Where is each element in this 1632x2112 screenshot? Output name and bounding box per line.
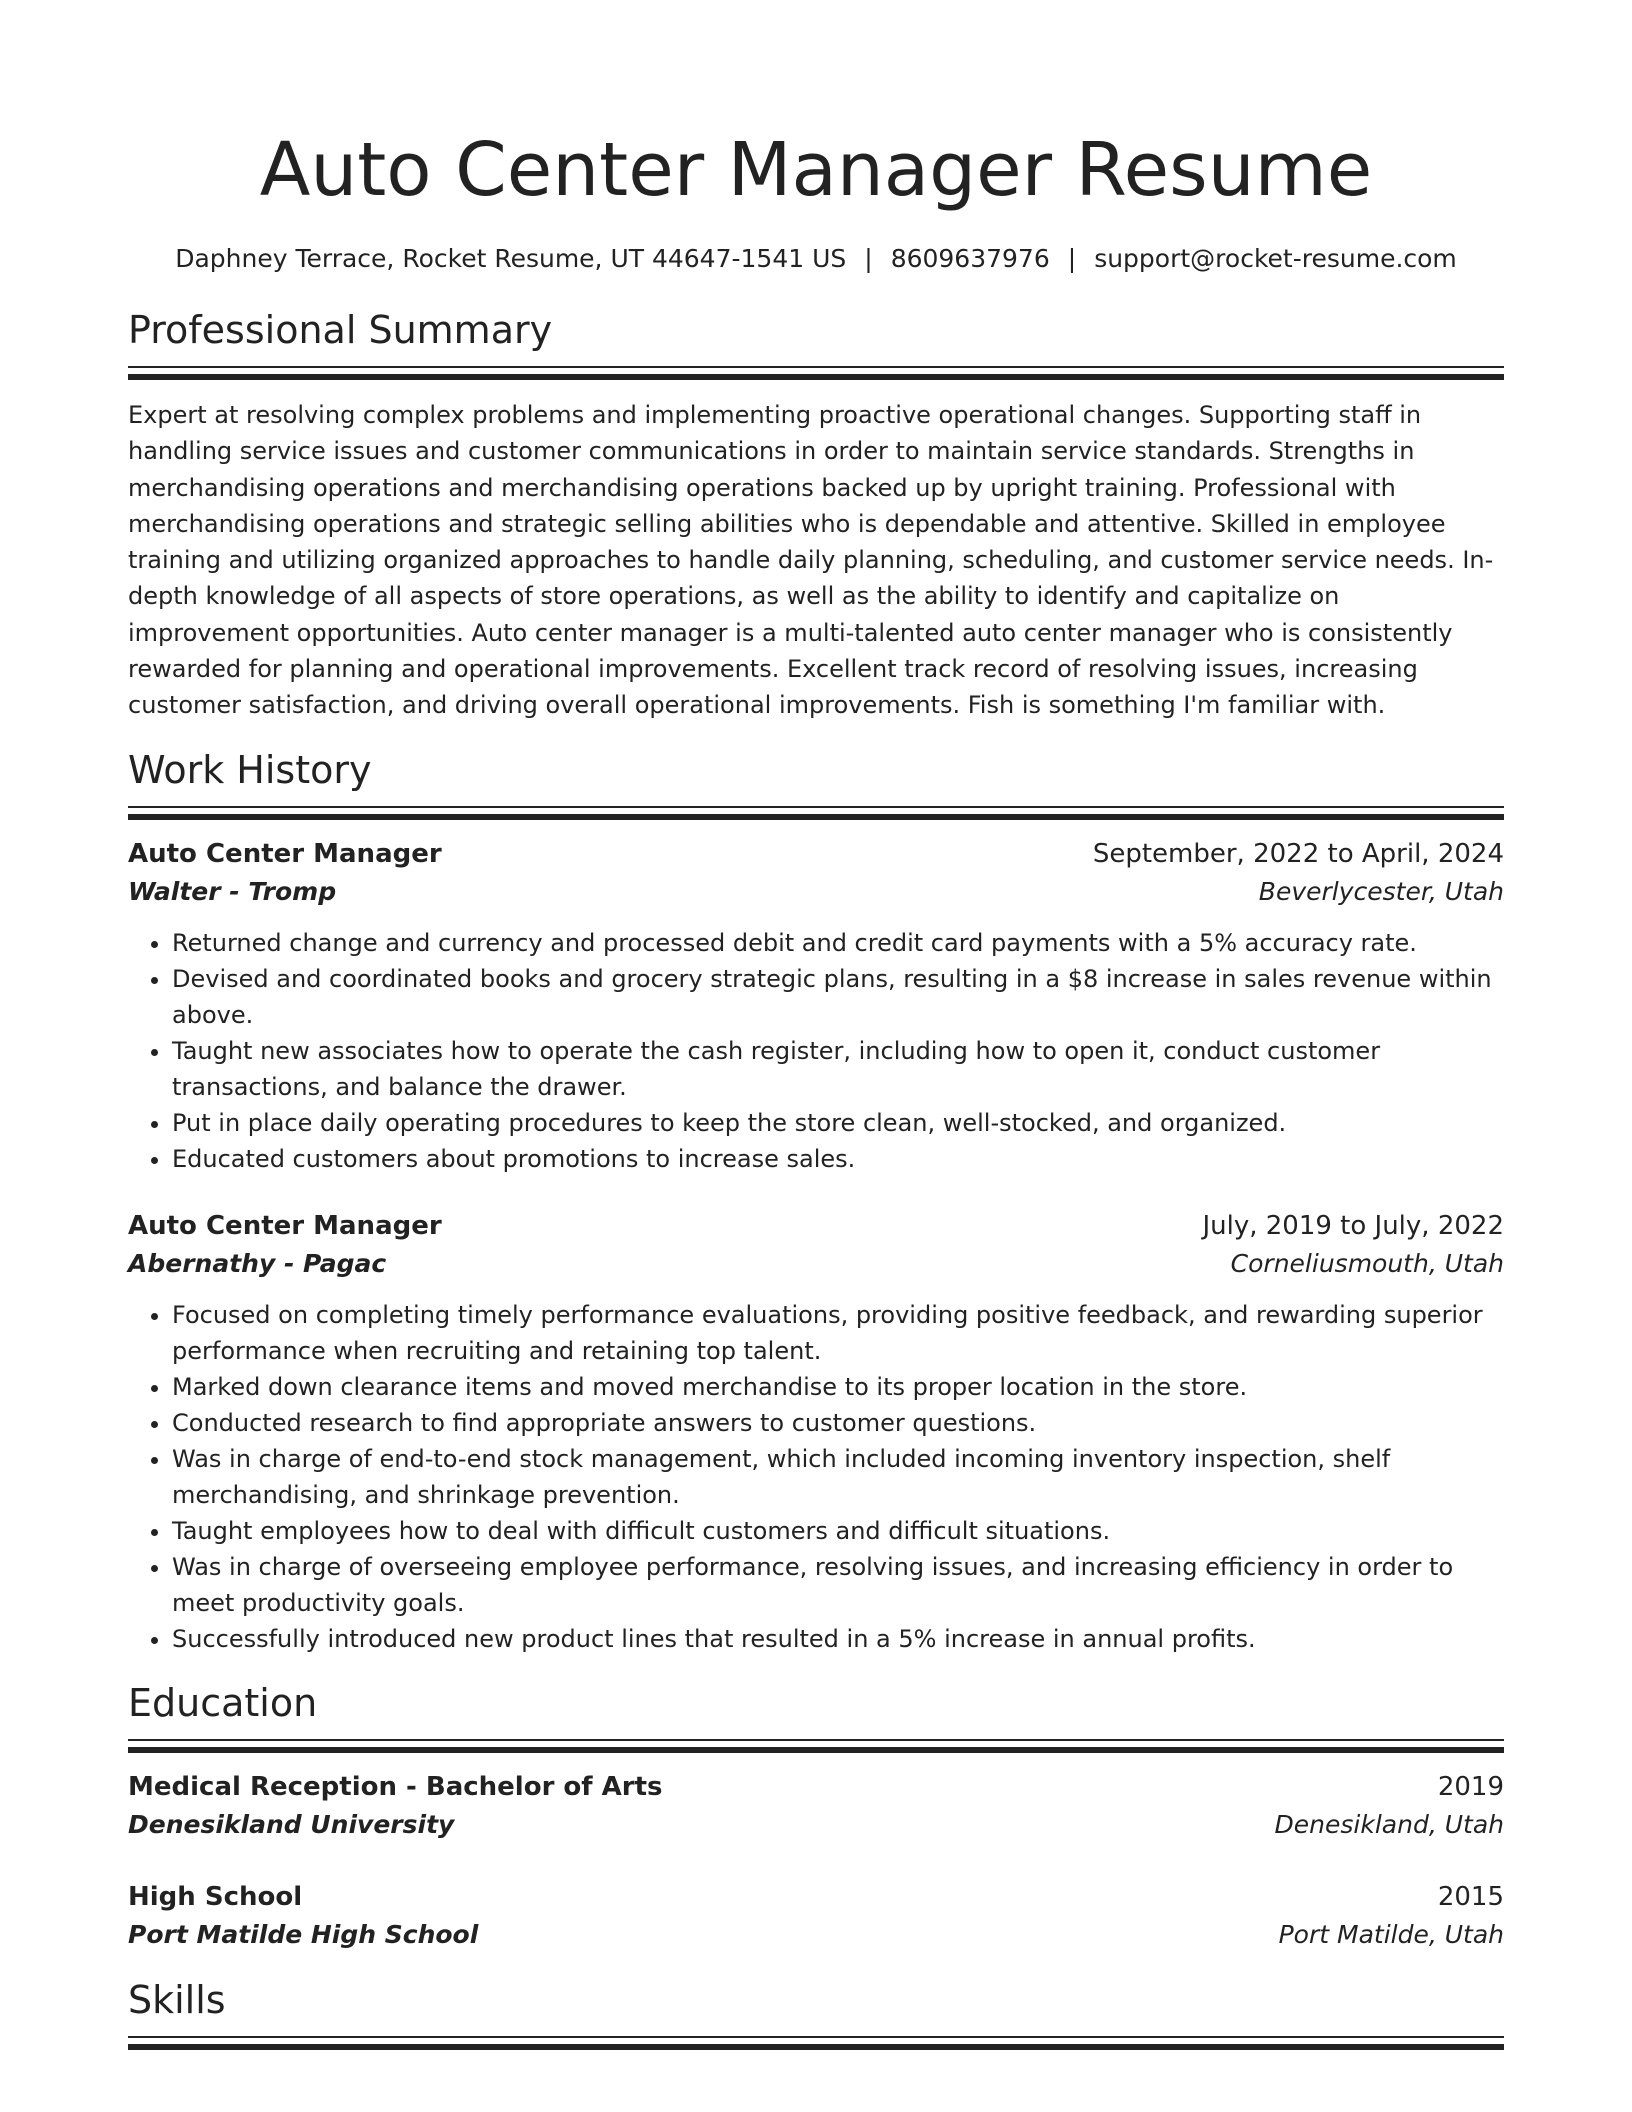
list-item: • Put in place daily operating procedures to keep the store clean, well-stocked, and organized. [172,1105,1504,1141]
education-location: Port Matilde, Utah [1278,1919,1504,1949]
job-dates: September, 2022 to April, 2024 [1092,838,1504,869]
job-location: Beverlycester, Utah [1258,876,1504,906]
list-item: • Was in charge of overseeing employee performance, resolving issues, and increasing efficiency in order to meet productivity goals. [172,1549,1504,1621]
contact-phone: 8609637976 [890,244,1050,273]
list-item: • Devised and coordinated books and grocery strategic plans, resulting in a $8 increase in sales revenue within above. [172,961,1504,1033]
education-entry [128,1878,1504,1954]
section-divider [128,806,1504,821]
contact-separator: | [864,244,873,273]
job-company: Abernathy - Pagac [128,1248,387,1278]
education-year: 2019 [1437,1771,1504,1802]
section-title-skills: Skills [128,1977,226,2022]
job-bullets [128,925,1504,1177]
job-entry [128,1207,1504,1657]
job-dates: July, 2019 to July, 2022 [1202,1210,1504,1241]
section-title-education: Education [128,1680,318,1725]
contact-address: Daphney Terrace, Rocket Resume, UT 44647-1541 US [175,244,847,273]
job-entry [128,835,1504,1177]
job-company: Walter - Tromp [128,876,337,906]
resume-page [128,0,1504,2051]
contact-separator: | [1067,244,1077,273]
job-role: Auto Center Manager [128,1210,442,1241]
list-item: • Taught employees how to deal with difficult customers and difficult situations. [172,1513,1504,1549]
education-degree: Medical Reception - Bachelor of Arts [128,1771,663,1802]
education-section [128,1679,1504,1954]
contact-email: support@rocket-resume.com [1094,244,1457,273]
resume-title: Auto Center Manager Resume [259,127,1373,213]
education-school: Denesikland University [128,1809,455,1839]
list-item: • Successfully introduced new product lines that resulted in a 5% increase in annual profits. [172,1621,1504,1657]
summary-section [128,306,1504,724]
education-year: 2015 [1437,1881,1504,1912]
job-bullets [128,1297,1504,1657]
list-item: • Educated customers about promotions to increase sales. [172,1141,1504,1177]
section-divider [128,366,1504,381]
contact-line [128,242,1504,276]
summary-text: Expert at resolving complex problems and implementing proactive operational changes. Supporting staff in handling service issues and customer communications in order to maintain service standards. Strengths in merchandising operations and merchandising operations backed up by upright training. Professional with merchandising operations and strategic selling abilities who is dependable and attentive. Skilled in employee training and utilizing organized approaches to handle daily planning, scheduling, and customer service needs. In-depth knowledge of all aspects of store operations, as well as the ability to identify and capitalize on improvement opportunities. Auto center manager is a multi-talented auto center manager who is consistently rewarded for planning and operational improvements. Excellent track record of resolving issues, increasing customer satisfaction, and driving overall operational improvements. Fish is something I'm familiar with. [128,401,1494,720]
job-location: Corneliusmouth, Utah [1230,1248,1504,1278]
list-item: • Marked down clearance items and moved merchandise to its proper location in the store. [172,1369,1504,1405]
list-item: • Focused on completing timely performance evaluations, providing positive feedback, and rewarding superior performance when recruiting and retaining top talent. [172,1297,1504,1369]
work-section [128,746,1504,1657]
section-divider [128,2036,1504,2051]
section-title-summary: Professional Summary [128,308,553,352]
skills-section [128,1976,1504,2051]
section-title-work: Work History [128,747,372,792]
education-location: Denesikland, Utah [1274,1809,1504,1839]
education-school: Port Matilde High School [128,1919,479,1949]
list-item: • Conducted research to find appropriate answers to customer questions. [172,1405,1504,1441]
list-item: • Was in charge of end-to-end stock management, which included incoming inventory inspection, shelf merchandising, and shrinkage prevention. [172,1441,1504,1513]
section-divider [128,1739,1504,1754]
job-role: Auto Center Manager [128,838,442,869]
education-entry [128,1768,1504,1844]
list-item: • Taught new associates how to operate the cash register, including how to open it, conduct customer transactions, and balance the drawer. [172,1033,1504,1105]
education-degree: High School [128,1881,303,1912]
list-item: • Returned change and currency and processed debit and credit card payments with a 5% accuracy rate. [172,925,1504,961]
